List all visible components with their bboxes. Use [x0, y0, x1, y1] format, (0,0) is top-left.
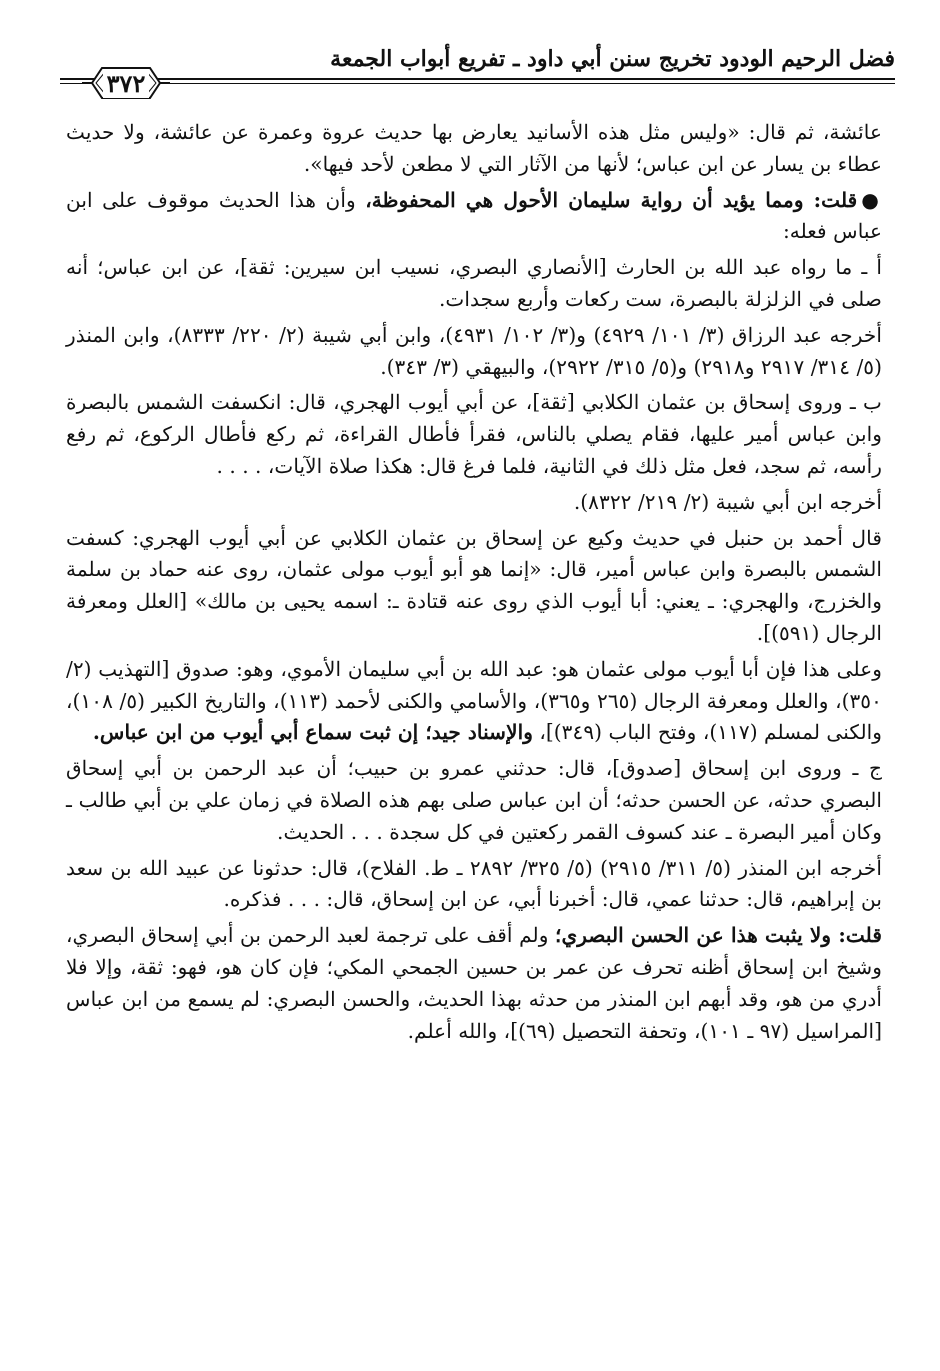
page-number-frame [82, 64, 170, 102]
paragraph-text: ج ـ وروى ابن إسحاق [صدوق]، قال: حدثني عمرو بن حبيب؛ أن عبد الرحمن بن أبي إسحاق البصري حدثه، عن الحسن حدثه؛ أن ابن عباس صلى بهم هذه الصلاة في زمان علي بن أبي طالب ـ وكان أمير البصرة ـ عند كسوف القمر ركعتين في كل سجدة . . . الحديث. [66, 756, 882, 844]
paragraph-text: وعلى هذا فإن أبا أيوب مولى عثمان هو: عبد الله بن أبي سليمان الأموي، وهو: صدوق [التهذيب (٢/ ٣٥٠)، والعلل ومعرفة الرجال (٢٦٥ و٣٦٥)، والأسامي والكنى لأحمد (١١٣)، والتاريخ الكبير (٥/ ١٠٨)، والكنى لمسلم (١١٧)، وفتح الباب (٣٤٩)]، [66, 656, 882, 745]
emphasis-text: والإسناد جيد؛ إن ثبت سماع أبي أيوب من ابن عباس. [92, 720, 533, 745]
paragraph-text: وأن هذا الحديث موقوف على ابن عباس فعله: [66, 187, 882, 244]
page-body [66, 117, 882, 1047]
paragraph [66, 252, 882, 316]
header-rule [60, 78, 895, 80]
page-number: ٣٧٢ [103, 69, 150, 98]
paragraph-text: ب ـ وروى إسحاق بن عثمان الكلابي [ثقة]، عن أبي أيوب الهجري، قال: انكسفت الشمس بالبصرة وابن عباس أمير عليها، فقام يصلي بالناس، فقرأ فأطال القراءة، ثم ركع فأطال الركوع، ثم رفع رأسه، ثم سجد، فعل مثل ذلك في الثانية، فلما فرغ قال: هكذا صلاة الآيات، . . . . [66, 390, 882, 478]
emphasis-text: قلت: ولا يثبت هذا عن الحسن البصري؛ [555, 923, 882, 948]
bullet-icon: ● [861, 187, 882, 212]
paragraph [66, 387, 882, 482]
paragraph-text: قال أحمد بن حنبل في حديث وكيع عن إسحاق بن عثمان الكلابي عن أبي أيوب الهجري: كسفت الشمس بالبصرة وابن عباس أمير، قال: «إنما هو أبو أيوب مولى عثمان، روى عنه حماد بن سلمة والخزرج، والهجري: ـ يعني: أبا أيوب الذي روى عنه قتادة ـ: اسمه يحيى بن مالك» [العلل ومعرفة الرجال (٥٩١)]. [66, 525, 882, 645]
header-rule-thin [60, 83, 895, 84]
paragraph-text: أ ـ ما رواه عبد الله بن الحارث [الأنصاري البصري، نسيب ابن سيرين: ثقة]، عن ابن عباس؛ أنه صلى في الزلزلة بالبصرة، ست ركعات وأربع سجدات. [66, 255, 882, 311]
paragraph [66, 523, 882, 650]
paragraph-text: ولم أقف على ترجمة لعبد الرحمن بن أبي إسحاق البصري، وشيخ ابن إسحاق أظنه تحرف عن عمر بن حسين الجمحي المكي؛ فإن كان هو، فهو: ثقة، وإلا فلا أدري من هو، وقد أبهم ابن المنذر من حدثه بهذا الحديث، والحسن البصري: لم يسمع من ابن عباس [المراسيل (٩٧ ـ ١٠١)، وتحفة التحصيل (٦٩)]، والله أعلم. [66, 923, 882, 1043]
paragraph [66, 920, 882, 1047]
paragraph-text: أخرجه عبد الرزاق (٣/ ١٠١/ ٤٩٢٩) و(٣/ ١٠٢/ ٤٩٣١)، وابن أبي شيبة (٢/ ٢٢٠/ ٨٣٣٣)، وابن المنذر (٥/ ٣١٤/ ٢٩١٧ و٢٩١٨) و(٥/ ٣١٥/ ٢٩٢٢)، والبيهقي (٣/ ٣٤٣). [66, 322, 882, 379]
paragraph [66, 753, 882, 848]
paragraph-text: أخرجه ابن المنذر (٥/ ٣١١/ ٢٩١٥) (٥/ ٣٢٥/ ٢٨٩٢ ـ ط. الفلاح)، قال: حدثونا عن عبيد الله بن سعد بن إبراهيم، قال: حدثنا عمي، قال: أخبرنا أبي، عن ابن إسحاق، قال: . . . فذكره. [66, 855, 883, 912]
paragraph [66, 853, 882, 917]
paragraph-text: عائشة، ثم قال: «وليس مثل هذه الأسانيد يعارض بها حديث عروة وعمرة عن عائشة، ولا حديث عطاء بن يسار عن ابن عباس؛ لأنها من الآثار التي لا مطعن لأحد فيها». [66, 120, 882, 176]
paragraph [66, 654, 882, 749]
emphasis-text: قلت: ومما يؤيد أن رواية سليمان الأحول هي المحفوظة، [365, 187, 858, 212]
paragraph [66, 185, 882, 249]
paragraph [66, 487, 882, 519]
page-header [60, 44, 895, 116]
paragraph-text: أخرجه ابن أبي شيبة (٢/ ٢١٩/ ٨٣٢٢). [573, 489, 882, 514]
paragraph [66, 320, 882, 384]
running-title: فضل الرحيم الودود تخريج سنن أبي داود ـ تفريع أبواب الجمعة [330, 46, 895, 72]
paragraph [66, 117, 882, 181]
